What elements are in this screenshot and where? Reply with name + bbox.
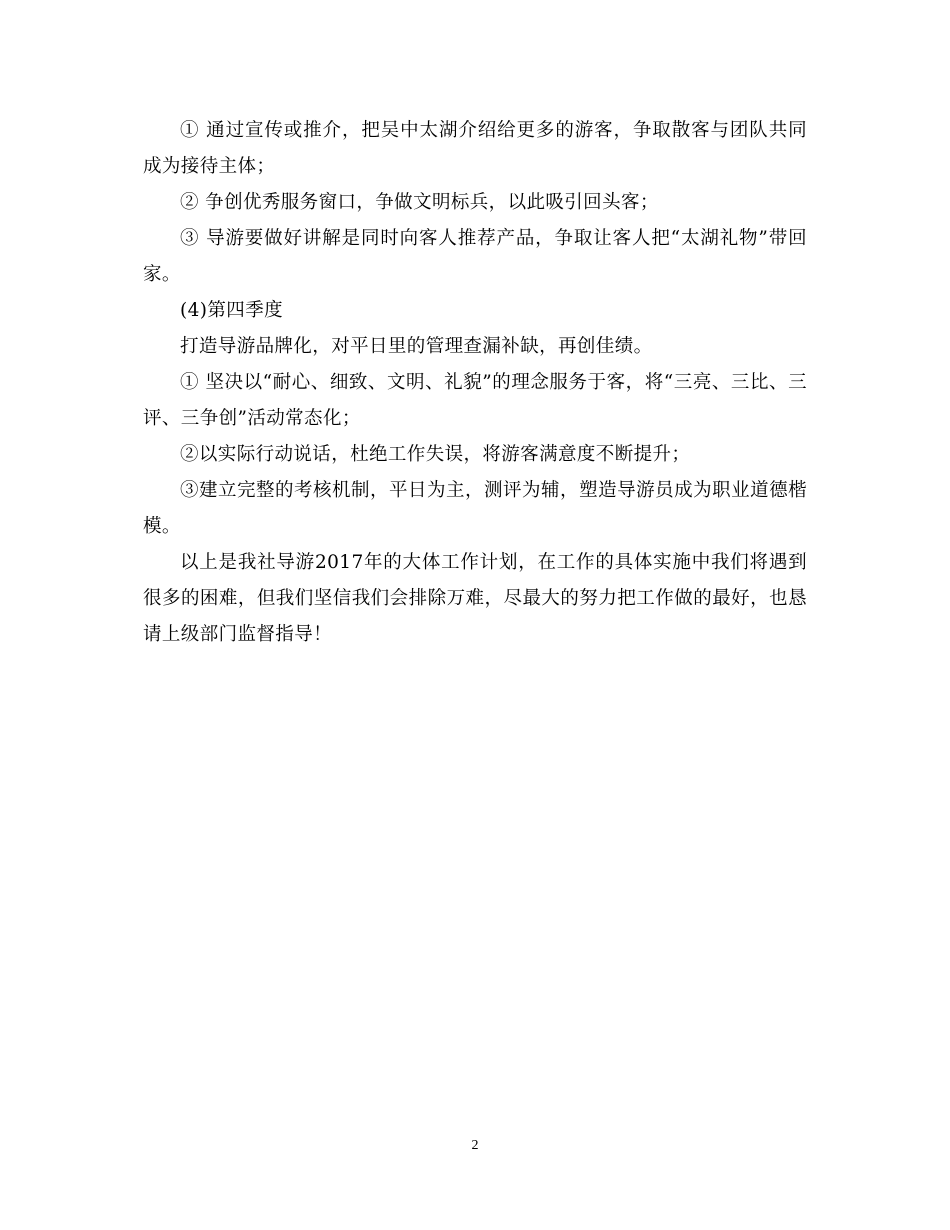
section-heading-q4: (4)第四季度 [180,300,284,321]
closing-paragraph: 以上是我社导游2017年的大体工作计划，在工作的具体实施中我们将遇到很多的困难，但我们坚信我们会排除万难，尽最大的努力把工作做的最好，也恳请上级部门监督指导！ [143,552,807,645]
page-number: 2 [471,1138,479,1153]
document-body [143,113,807,653]
list-item-assessment: ③建立完整的考核机制，平日为主，测评为辅，塑造导游员成为职业道德楷模。 [143,480,807,537]
list-item-guide-explanation: ③ 导游要做好讲解是同时向客人推荐产品，争取让客人把“太湖礼物”带回家。 [143,228,807,285]
list-item-service-window: ② 争创优秀服务窗口，争做文明标兵，以此吸引回头客； [180,192,659,213]
section-intro: 打造导游品牌化，对平日里的管理查漏补缺，再创佳绩。 [180,336,653,357]
list-item-action: ②以实际行动说话，杜绝工作失误，将游客满意度不断提升； [180,444,691,465]
list-item-service-concept: ① 坚决以“耐心、细致、文明、礼貌”的理念服务于客，将“三亮、三比、三评、三争创”活动常态化； [143,372,807,429]
list-item-promotion: ① 通过宣传或推介，把吴中太湖介绍给更多的游客，争取散客与团队共同成为接待主体； [143,120,807,177]
